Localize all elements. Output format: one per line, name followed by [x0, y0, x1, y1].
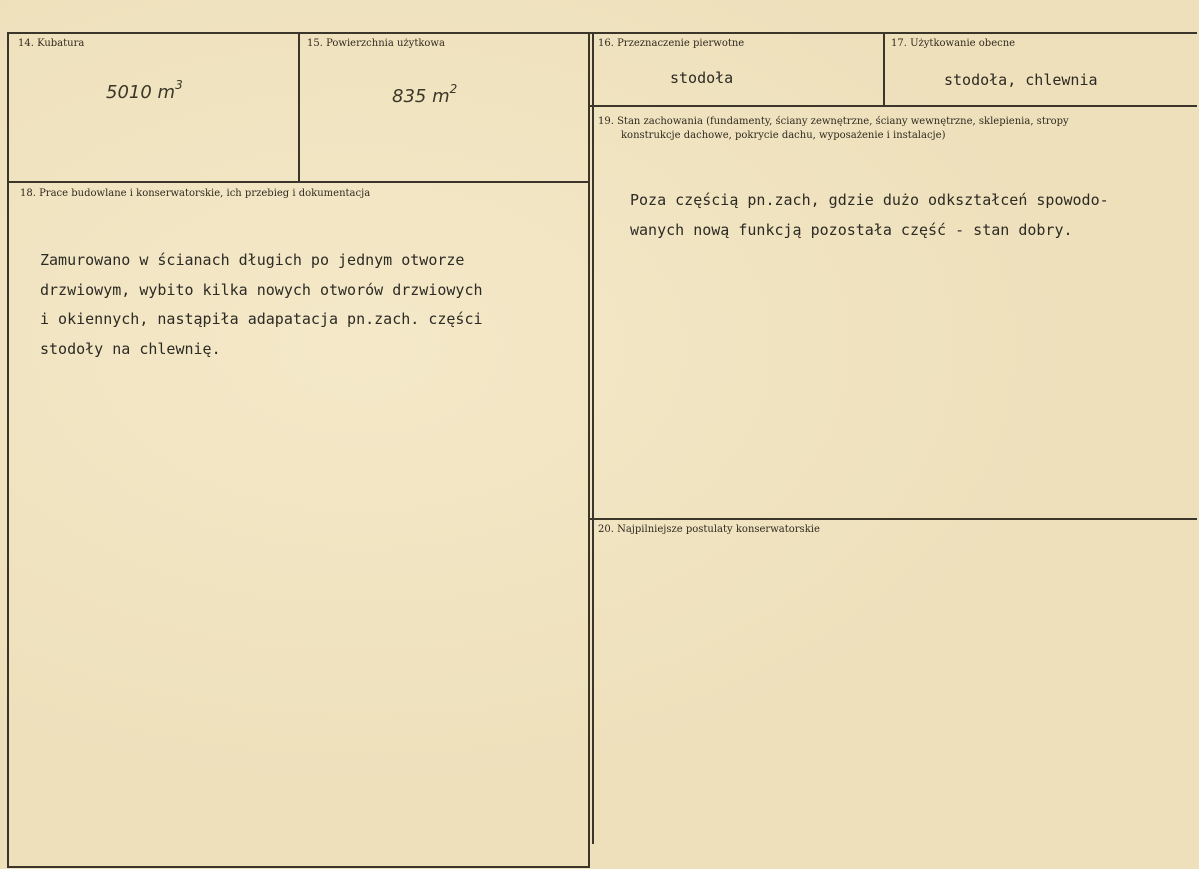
divider-14-15	[298, 32, 300, 182]
top-border	[8, 32, 1197, 34]
field-19-label-line1: 19. Stan zachowania (fundamenty, ściany zewnętrzne, ściany wewnętrzne, sklepienia, stropy	[598, 116, 1069, 127]
field-18-line: i okiennych, nastąpiła adapatacja pn.zach. części	[40, 310, 483, 328]
field-14-unit-exponent: 3	[175, 78, 183, 92]
field-18-line: drzwiowym, wybito kilka nowych otworów drzwiowych	[40, 280, 483, 299]
field-15-value-text: 835 m	[392, 86, 450, 107]
field-18-text	[40, 246, 483, 364]
field-19-line: Poza częścią pn.zach, gdzie dużo odkształceń spowodo-	[630, 191, 1109, 209]
bottom-border-left	[8, 866, 589, 868]
field-18-line: Zamurowano w ścianach długich po jednym otworze	[40, 251, 465, 269]
row-divider-right-upper	[590, 105, 1197, 107]
field-17-value: stodoła, chlewnia	[944, 71, 1098, 89]
field-19-label-line2: konstrukcje dachowe, pokrycie dachu, wyposażenie i instalacje)	[621, 130, 946, 141]
field-20-label: 20. Najpilniejsze postulaty konserwatorskie	[598, 524, 820, 535]
field-17-label: 17. Użytkowanie obecne	[891, 38, 1016, 49]
field-14-value	[106, 78, 183, 103]
field-14-label: 14. Kubatura	[18, 38, 85, 49]
field-14-value-text: 5010 m	[106, 82, 176, 103]
field-16-value: stodoła	[670, 69, 734, 87]
field-19-line: wanych nową funkcją pozostała część - stan dobry.	[630, 220, 1073, 239]
field-15-label: 15. Powierzchnia użytkowa	[307, 38, 445, 49]
row-divider-right-lower	[590, 518, 1197, 520]
field-16-label: 16. Przeznaczenie pierwotne	[598, 38, 745, 49]
field-18-label: 18. Prace budowlane i konserwatorskie, ich przebieg i dokumentacja	[20, 188, 371, 199]
field-19-text	[630, 186, 1109, 245]
field-18-line: stodoły na chlewnię.	[40, 339, 221, 358]
left-border	[7, 32, 9, 868]
divider-16-17	[883, 32, 885, 106]
center-divider-inner	[592, 32, 594, 844]
center-divider	[588, 32, 590, 868]
field-15-unit-exponent: 2	[449, 82, 458, 96]
field-15-value	[392, 82, 458, 107]
